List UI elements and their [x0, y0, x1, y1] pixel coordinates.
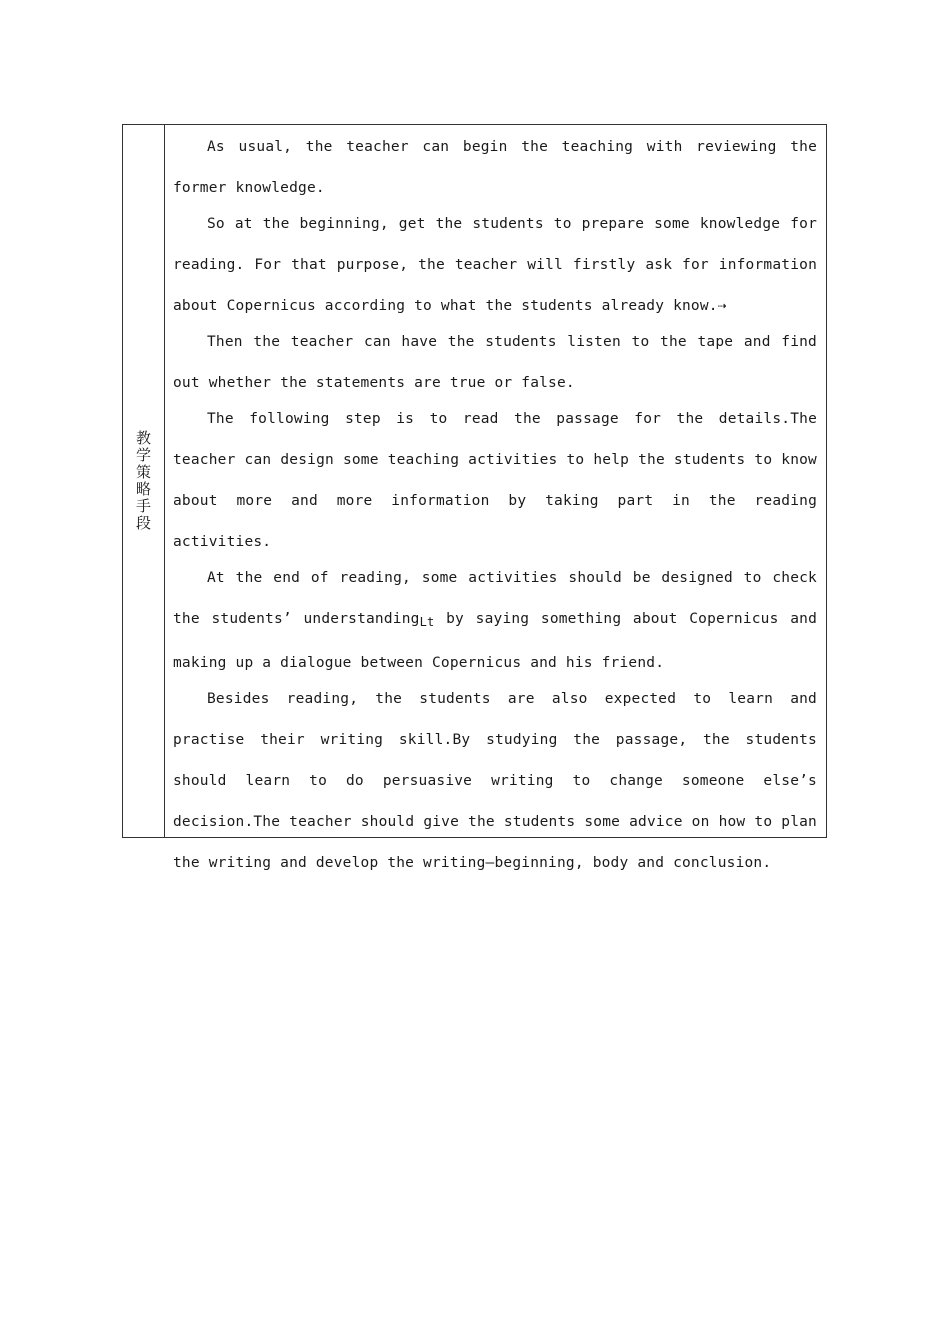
- paragraph-text: Then the teacher can have the students listen to the tape and find out whether the statements are true or false.: [173, 334, 817, 391]
- paragraph-text: At the end of reading, some activities should be designed to check the students’ understanding: [173, 570, 817, 627]
- content-cell: [165, 125, 826, 871]
- paragraph-text: As usual, the teacher can begin the teaching with reviewing the former knowledge.: [173, 139, 817, 196]
- paragraph-text: The following step is to read the passage for the details.The teacher can design some teaching activities to help the students to know about more and more information by taking part in the reading activities.: [173, 411, 817, 550]
- paragraph-writing: [173, 679, 817, 884]
- paragraph-mark: ⇢: [717, 298, 727, 314]
- paragraph-details: [173, 399, 817, 563]
- paragraph-text: by saying something about Copernicus and making up a dialogue between Copernicus and his friend.: [173, 611, 818, 671]
- row-label: 教学策略手段: [134, 430, 152, 532]
- strategy-table: [122, 124, 827, 871]
- paragraph-review: [173, 127, 817, 209]
- inline-mark: Lt: [419, 615, 435, 629]
- paragraph-text: So at the beginning, get the students to prepare some knowledge for reading. For that purpose, the teacher will firstly ask for information about Copernicus according to what the students already know.: [173, 216, 817, 314]
- paragraph-text: Besides reading, the students are also expected to learn and practise their writing skill.By studying the passage, the students should learn to do persuasive writing to change someone else’s decision.The teacher should give the students some advice on how to plan the writing and develop the writing—beginning, body and conclusion.: [173, 691, 817, 871]
- paragraph-check: [173, 558, 817, 684]
- paragraph-listening: [173, 322, 817, 404]
- paragraph-prepare: [173, 204, 817, 327]
- row-label-cell: [123, 125, 165, 837]
